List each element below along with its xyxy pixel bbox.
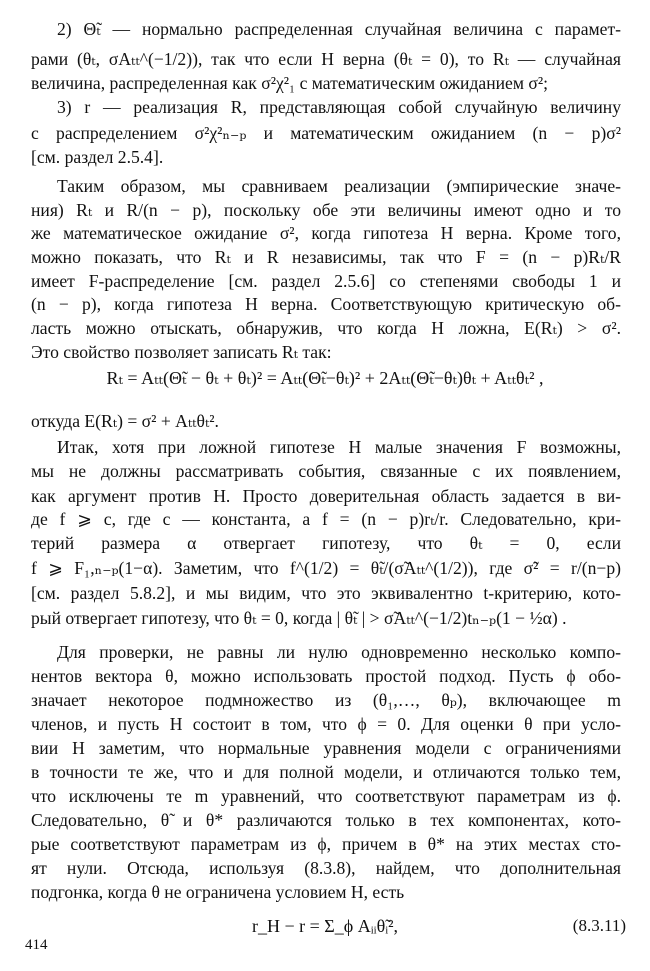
text-line: членов, и пусть H состоит в том, что ϕ = 0. Для оценки θ при усло- bbox=[31, 714, 621, 734]
text-line: 3) r — реализация R, представляющая собой случайную величину bbox=[57, 97, 621, 117]
text-line: откуда E(Rₜ) = σ² + Aₜₜθₜ². bbox=[31, 411, 219, 431]
text-line: Это свойство позволяет записать Rₜ так: bbox=[31, 342, 332, 362]
text-line: (n − p), когда гипотеза H верна. Соответствующую критическую об- bbox=[31, 294, 621, 314]
text-line: ласть можно отыскать, обнаружив, что когда H ложна, E(Rₜ) > σ². bbox=[31, 318, 621, 338]
text-line: мы не должны рассматривать события, связанные с их появлением, bbox=[31, 461, 621, 481]
text-line: Следовательно, θ̃ и θ* различаются только в тех компонентах, кото- bbox=[31, 810, 621, 830]
page-number: 414 bbox=[25, 937, 48, 953]
text-line: Итак, хотя при ложной гипотезе H малые значения F возможны, bbox=[57, 437, 621, 457]
text-line: как аргумент против H. Просто доверительная область задается в ви- bbox=[31, 486, 621, 506]
text-line: де f ⩾ c, где c — константа, а f = (n − p)rₜ/r. Следовательно, кри- bbox=[31, 509, 621, 529]
text-line: 2) Θ̃ₜ — нормально распределенная случайная величина с парамет- bbox=[57, 19, 621, 39]
text-line: с распределением σ²χ²ₙ₋ₚ и математическим ожиданием (n − p)σ² bbox=[31, 123, 621, 143]
display-formula: Rₜ = Aₜₜ(Θ̃ₜ − θₜ + θₜ)² = Aₜₜ(Θ̃ₜ−θₜ)² + 2Aₜₜ(Θ̃ₜ−θₜ)θₜ + Aₜₜθₜ² , bbox=[106, 368, 544, 388]
text-line: рые соответствуют параметрам из ϕ, причем в θ* на этих местах сто- bbox=[31, 834, 621, 854]
text-line: подгонка, когда θ не ограничена условием H, есть bbox=[31, 882, 405, 902]
text-line: вии H заметим, что нормальные уравнения модели с ограничениями bbox=[31, 738, 621, 758]
text-line: f ⩾ F₁,ₙ₋ₚ(1−α). Заметим, что f^(1/2) = θ̃ₜ/(σ̃Aₜₜ^(1/2)), где σ̃² = r/(n−p) bbox=[31, 558, 621, 578]
display-formula: r_H − r = Σ_ϕ Aᵢᵢθ̃ᵢ², bbox=[251, 916, 399, 936]
text-line: нентов вектора θ, можно использовать простой подход. Пусть ϕ обо- bbox=[31, 666, 621, 686]
text-line: имеет F-распределение [см. раздел 2.5.6] со степенями свободы 1 и bbox=[31, 271, 621, 291]
text-line: [см. раздел 5.8.2], и мы видим, что это эквивалентно t-критерию, кото- bbox=[31, 583, 621, 603]
text-line: рами (θₜ, σAₜₜ^(−1/2)), так что если H верна (θₜ = 0), то Rₜ — случайная bbox=[31, 49, 621, 69]
text-line: же математическое ожидание σ², когда гипотеза H верна. Кроме того, bbox=[31, 223, 621, 243]
text-line: ят нули. Отсюда, используя (8.3.8), найдем, что дополнительная bbox=[31, 858, 621, 878]
text-line: значает некоторое подмножество из (θ₁,…, θₚ), включающее m bbox=[31, 690, 621, 710]
text-line: ния) Rₜ и R/(n − p), поскольку обе эти величины имеют одно и то bbox=[31, 200, 621, 220]
text-line: Таким образом, мы сравниваем реализации (эмпирические значе- bbox=[57, 176, 621, 196]
text-line: рый отвергает гипотезу, что θₜ = 0, когда | θ̃ₜ | > σ̃Aₜₜ^(−1/2)tₙ₋ₚ(1 − ½α) . bbox=[31, 608, 567, 628]
text-line: можно показать, что Rₜ и R независимы, так что F = (n − p)Rₜ/R bbox=[31, 247, 621, 267]
text-line: Для проверки, не равны ли нулю одновременно несколько компо- bbox=[57, 642, 621, 662]
text-line: терий размера α отвергает гипотезу, что θₜ = 0, если bbox=[31, 533, 621, 553]
text-line: [см. раздел 2.5.4]. bbox=[31, 147, 164, 167]
equation-number: (8.3.11) bbox=[572, 916, 626, 935]
text-line: что исключены те m уравнений, что соответствуют параметрам из ϕ. bbox=[31, 786, 621, 806]
text-line: величина, распределенная как σ²χ²₁ с математическим ожиданием σ²; bbox=[31, 73, 549, 93]
text-line: в точности те же, что и для полной модели, и отличаются только тем, bbox=[31, 762, 621, 782]
